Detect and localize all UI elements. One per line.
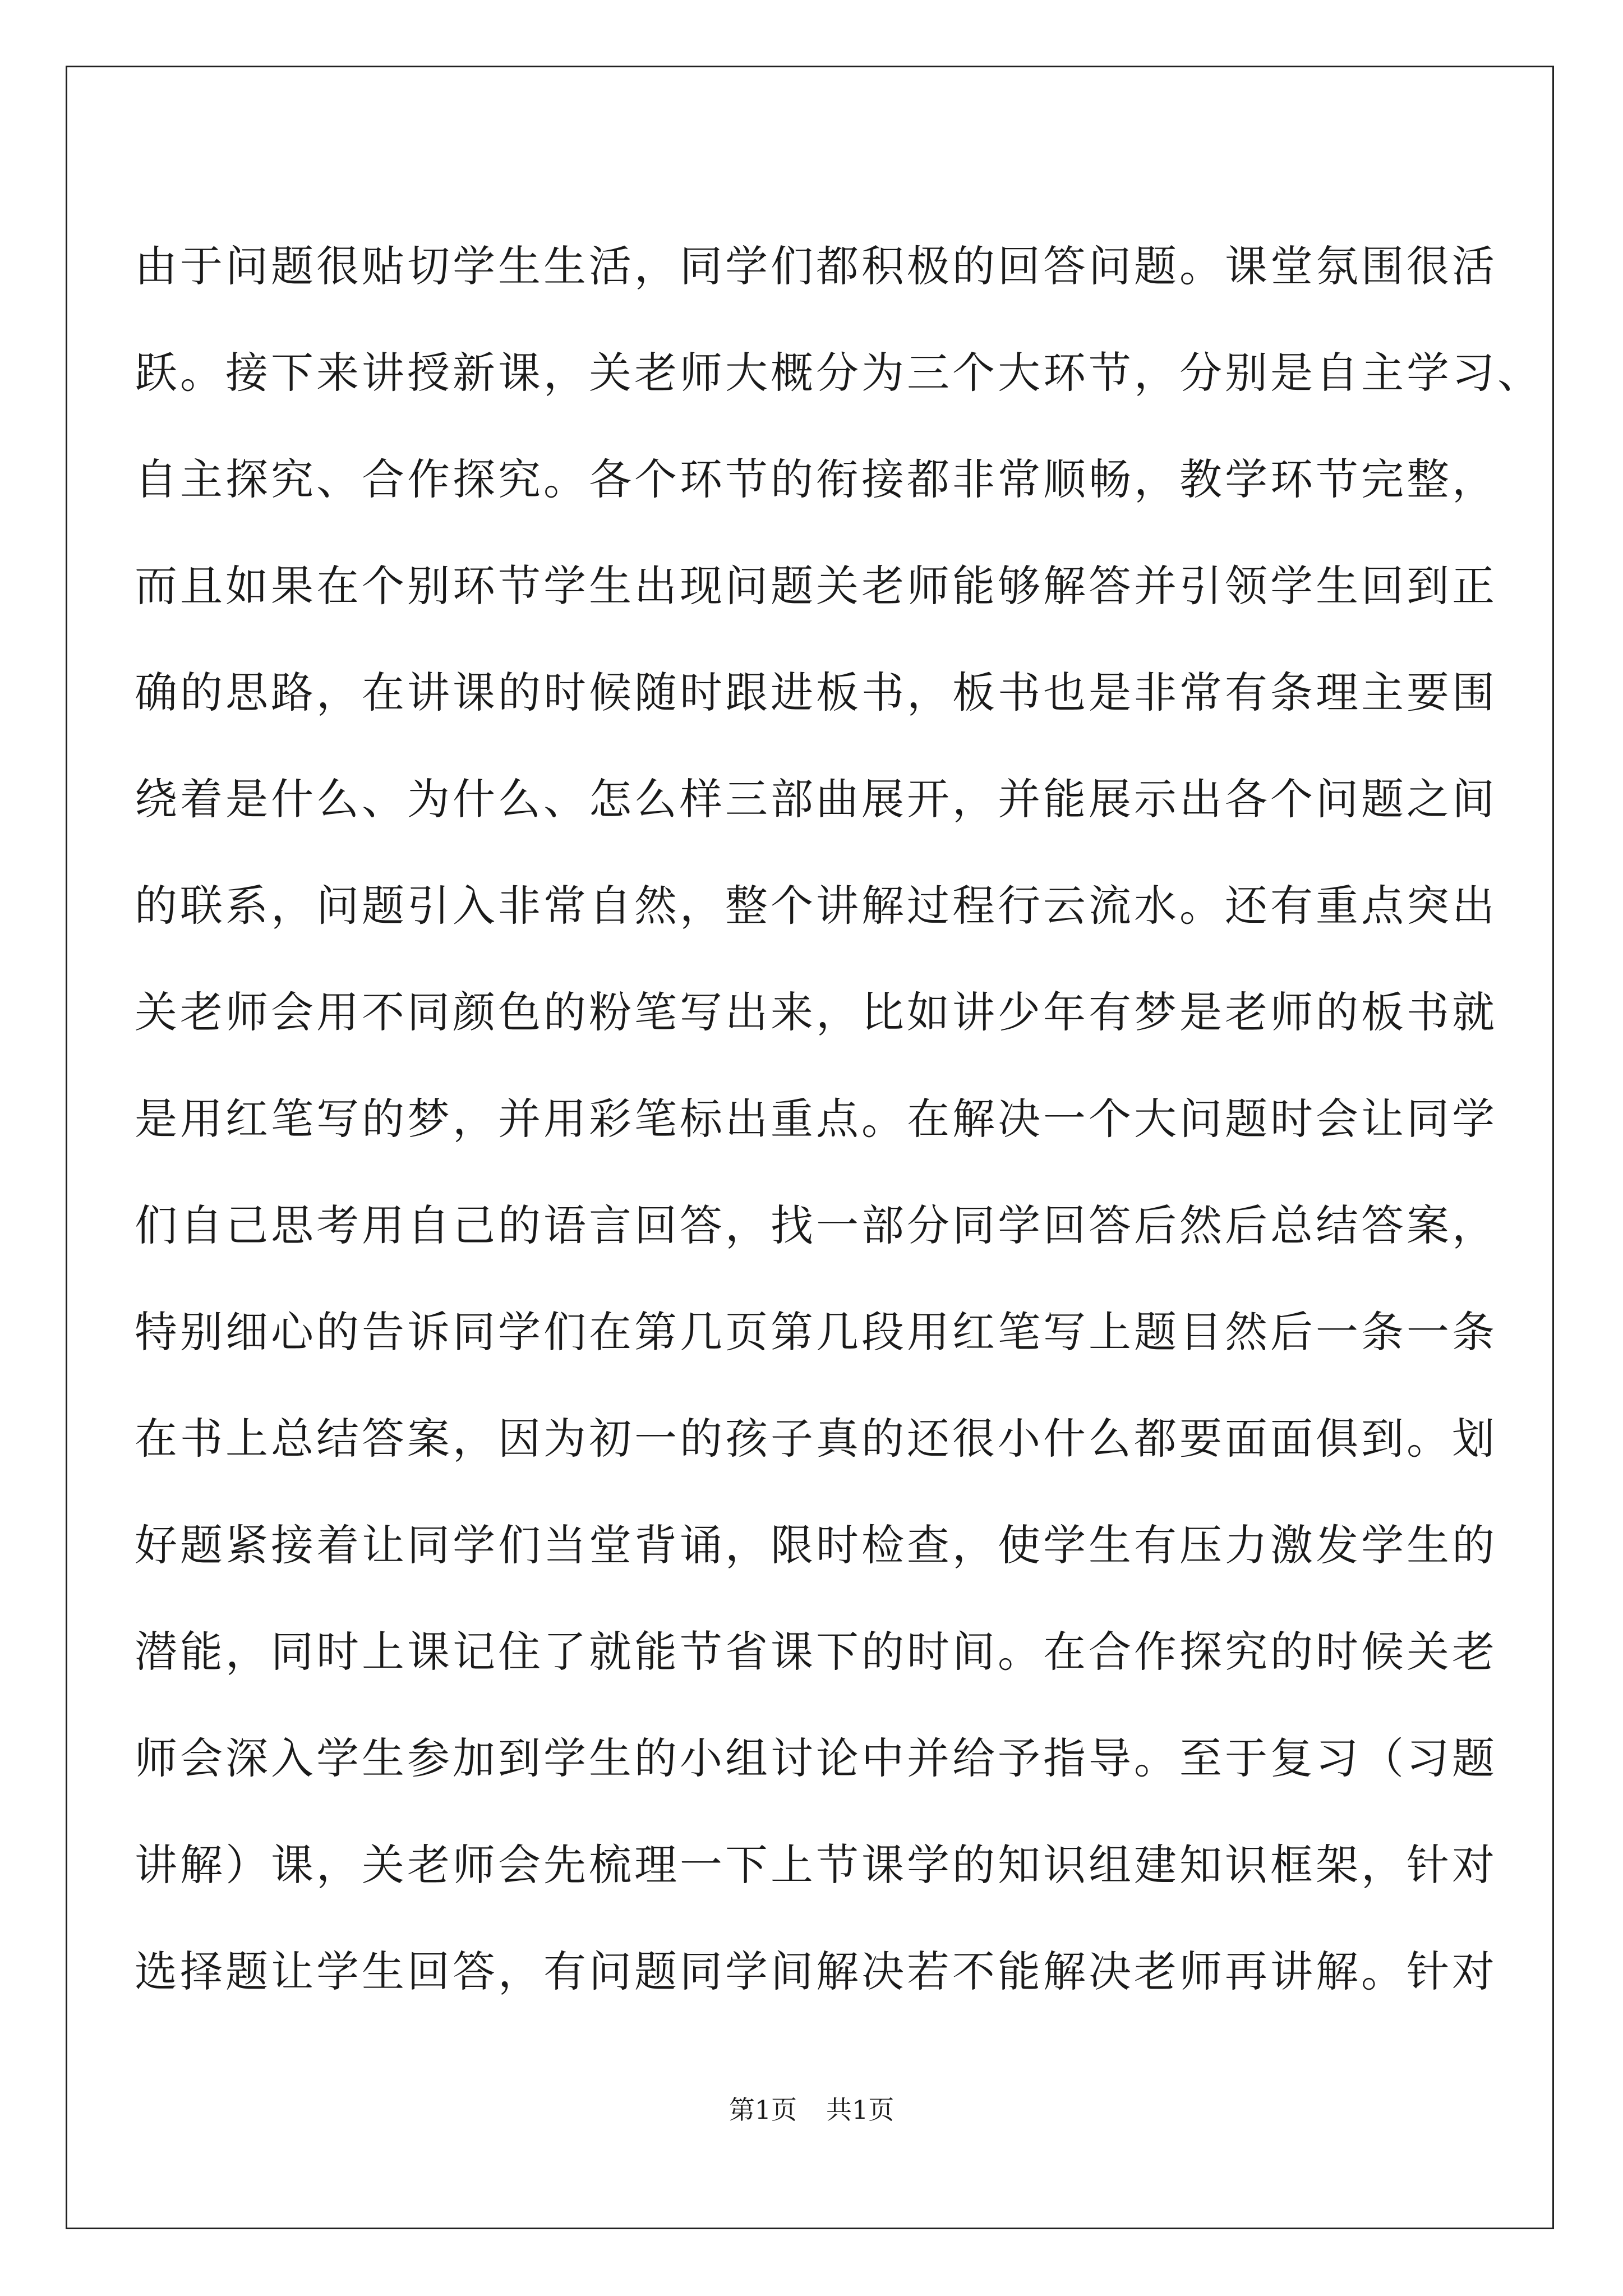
page-footer	[0, 2090, 1623, 2127]
text-line: 是用红笔写的梦，并用彩笔标出重点。在解决一个大问题时会让同学	[135, 1094, 1497, 1144]
page-number: 第1页	[728, 2095, 797, 2125]
text-line: 关老师会用不同颜色的粉笔写出来，比如讲少年有梦是老师的板书就	[135, 987, 1497, 1037]
text-line: 师会深入学生参加到学生的小组讨论中并给予指导。至于复习（习题	[135, 1733, 1497, 1783]
text-line: 在书上总结答案，因为初一的孩子真的还很小什么都要面面俱到。划	[135, 1414, 1497, 1464]
text-line: 们自己思考用自己的语言回答，找一部分同学回答后然后总结答案，	[135, 1200, 1497, 1250]
text-line: 自主探究、合作探究。各个环节的衔接都非常顺畅，教学环节完整，	[135, 454, 1497, 504]
page-total: 共1页	[826, 2095, 895, 2125]
text-line: 特别细心的告诉同学们在第几页第几段用红笔写上题目然后一条一条	[135, 1307, 1497, 1357]
text-line: 好题紧接着让同学们当堂背诵，限时检查，使学生有压力激发学生的	[135, 1520, 1497, 1570]
text-line: 潜能，同时上课记住了就能节省课下的时间。在合作探究的时候关老	[135, 1627, 1497, 1677]
text-line: 跃。接下来讲授新课，关老师大概分为三个大环节，分别是自主学习、	[135, 348, 1543, 398]
text-line: 而且如果在个别环节学生出现问题关老师能够解答并引领学生回到正	[135, 561, 1497, 611]
text-line: 由于问题很贴切学生生活，同学们都积极的回答问题。课堂氛围很活	[135, 241, 1497, 291]
text-line: 绕着是什么、为什么、怎么样三部曲展开，并能展示出各个问题之间	[135, 774, 1497, 824]
document-body	[135, 213, 1543, 2025]
text-line: 选择题让学生回答，有问题同学间解决若不能解决老师再讲解。针对	[135, 1947, 1497, 1996]
text-line: 讲解）课，关老师会先梳理一下上节课学的知识组建知识框架，针对	[135, 1840, 1497, 1890]
text-line: 确的思路，在讲课的时候随时跟进板书，板书也是非常有条理主要围	[135, 668, 1497, 717]
text-line: 的联系，问题引入非常自然，整个讲解过程行云流水。还有重点突出	[135, 881, 1497, 931]
